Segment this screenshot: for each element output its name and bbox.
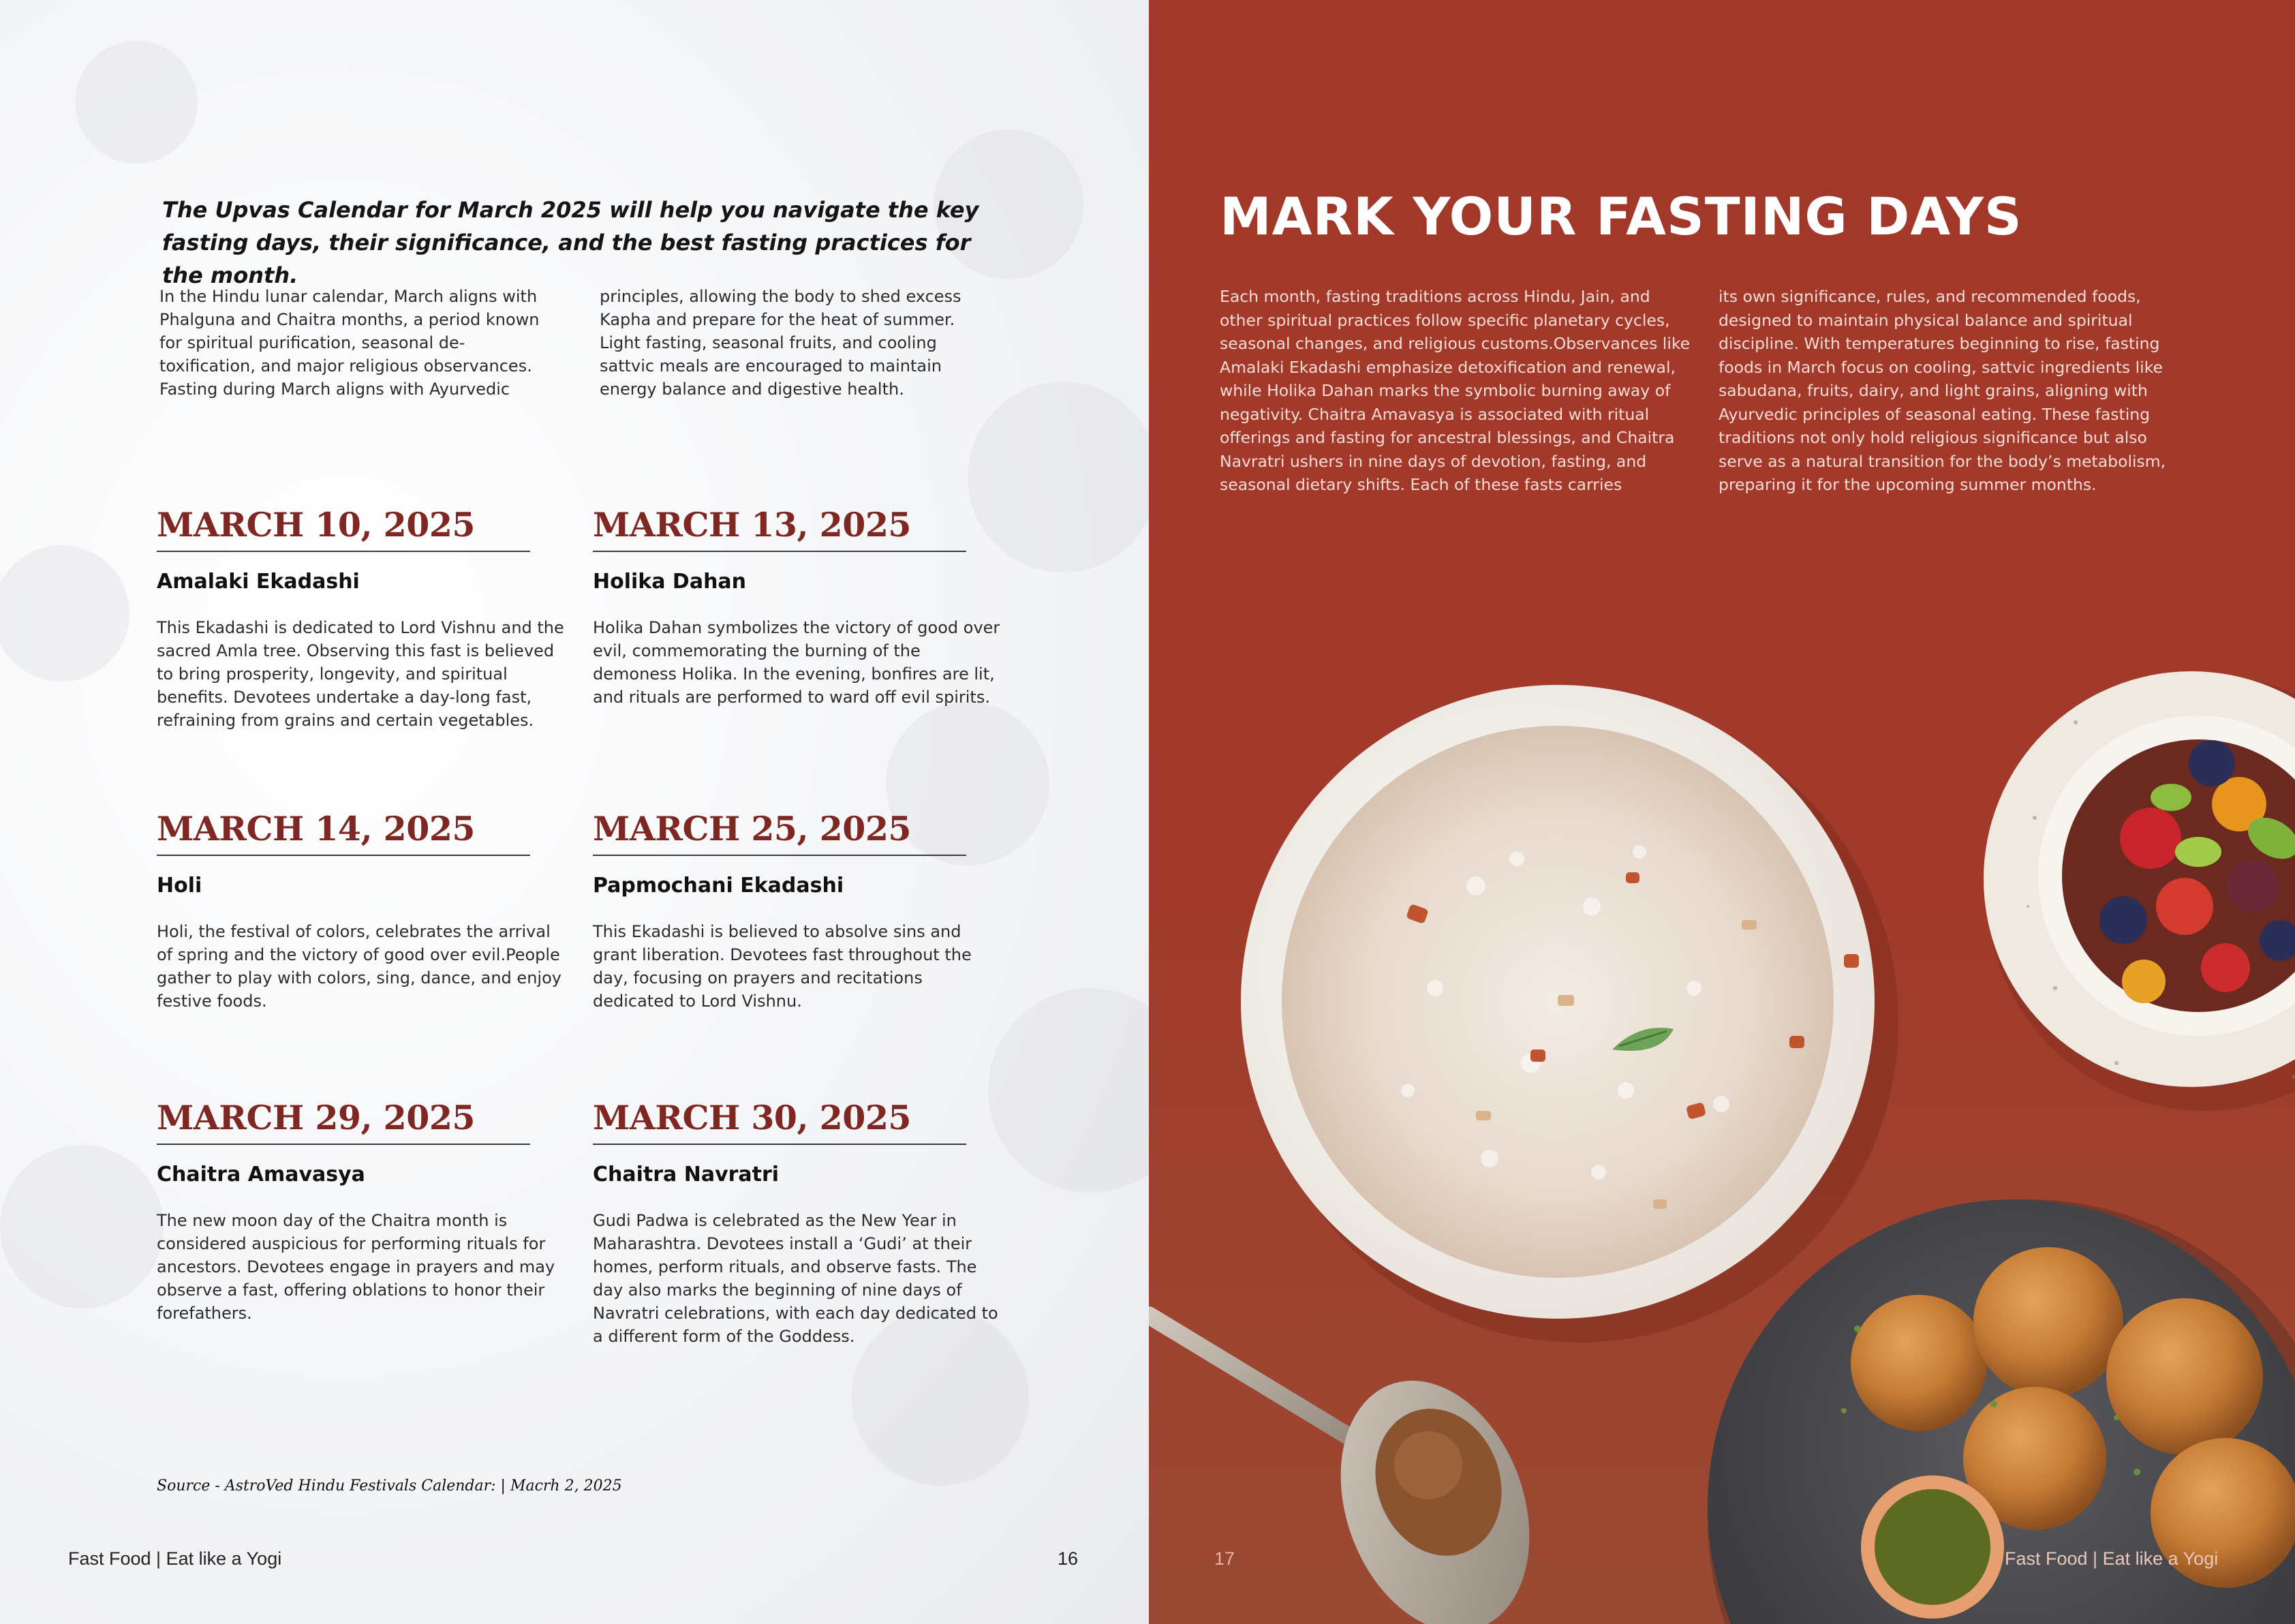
chutney-bowl xyxy=(1861,1475,2004,1619)
spoon xyxy=(1149,1315,1562,1624)
event-name: Holi xyxy=(157,874,202,898)
event-name: Chaitra Navratri xyxy=(593,1163,780,1186)
page-headline: MARK YOUR FASTING DAYS xyxy=(1220,186,2022,247)
event-name: Amalaki Ekadashi xyxy=(157,570,360,594)
event-name: Papmochani Ekadashi xyxy=(593,874,844,898)
event-chaitra-amavasya xyxy=(157,1097,579,1325)
event-holi xyxy=(157,808,579,1013)
event-name: Chaitra Amavasya xyxy=(157,1163,365,1186)
event-date: MARCH 29, 2025 xyxy=(157,1097,530,1145)
event-chaitra-navratri xyxy=(593,1097,1015,1348)
event-description: Holika Dahan symbolizes the victory of good over evil, commemorating the burning of the demoness Holika. In the evening, bonfires are lit, and rituals are performed to ward off evil spirits. xyxy=(593,618,1000,707)
event-date: MARCH 10, 2025 xyxy=(157,504,530,552)
event-description: Holi, the festival of colors, celebrates the arrival of spring and the victory of good over evil.People gather to play with colors, sing, dance, and enjoy festive foods. xyxy=(157,922,561,1011)
event-name: Holika Dahan xyxy=(593,570,747,594)
event-date: MARCH 30, 2025 xyxy=(593,1097,966,1145)
right-page xyxy=(1149,0,2295,1624)
intro-column-1: In the Hindu lunar calendar, March aligns with Phalguna and Chaitra months, a period known for spiritual purification, seasonal de-toxification, and major religious observances. Fasting during March aligns with Ayurvedic xyxy=(159,287,540,399)
event-description: This Ekadashi is believed to absolve sins and grant liberation. Devotees fast throughout the day, focusing on prayers and recitations dedicated to Lord Vishnu. xyxy=(593,922,972,1011)
event-amalaki-ekadashi xyxy=(157,504,579,732)
page-number: 17 xyxy=(1214,1548,1235,1569)
event-papmochani-ekadashi xyxy=(593,808,1015,1013)
event-date: MARCH 13, 2025 xyxy=(593,504,966,552)
kheer-bowl xyxy=(1241,685,1898,1343)
right-column-2: its own significance, rules, and recommended foods, designed to maintain physical balance and spiritual discipline. With temperatures beginning to rise, fasting foods in March focus on cooling, sattvic ingredients like sabudana, fruits, dairy, and light grains, aligning with Ayurvedic principles of seasonal eating. These fasting traditions not only hold religious significance but also serve as a natural transition for the body’s metabolism, preparing it for the upcoming summer months. xyxy=(1719,287,2166,494)
intro-lead: The Upvas Calendar for March 2025 will help you navigate the key fasting days, their significance, and the best fasting practices for the month. xyxy=(162,197,979,288)
event-date: MARCH 14, 2025 xyxy=(157,808,530,856)
source-citation: Source - AstroVed Hindu Festivals Calendar: | Macrh 2, 2025 xyxy=(157,1477,622,1495)
event-description: Gudi Padwa is celebrated as the New Year in Maharashtra. Devotees install a ‘Gudi’ at their homes, perform rituals, and observe fasts. The day also marks the beginning of nine days of Navratri celebrations, with each day dedicated to a different form of the Goddess. xyxy=(593,1211,998,1346)
event-holika-dahan xyxy=(593,504,1015,709)
event-date: MARCH 25, 2025 xyxy=(593,808,966,856)
fruit-bowl xyxy=(1984,671,2295,1111)
intro-column-2: principles, allowing the body to shed excess Kapha and prepare for the heat of summer. Light fasting, seasonal fruits, and cooling sattvic meals are encouraged to maintain energy balance and digestive health. xyxy=(600,287,961,399)
event-description: This Ekadashi is dedicated to Lord Vishnu and the sacred Amla tree. Observing this fast is believed to bring prosperity, longevity, and spiritual benefits. Devotees undertake a day-long fast, refraining from grains and certain vegetables. xyxy=(157,618,564,730)
event-description: The new moon day of the Chaitra month is considered auspicious for performing rituals for ancestors. Devotees engage in prayers and may observe a fast, offering oblations to honor their forefathers. xyxy=(157,1211,555,1323)
food-photo xyxy=(1149,0,2295,1624)
right-column-1: Each month, fasting traditions across Hindu, Jain, and other spiritual practices follow specific planetary cycles, seasonal changes, and religious customs.Observances like Amalaki Ekadashi emphasize detoxification and renewal, while Holika Dahan marks the symbolic burning away of negativity. Chaitra Amavasya is associated with ritual offerings and fasting for ancestral blessings, and Chaitra Navratri ushers in nine days of devotion, fasting, and seasonal dietary shifts. Each of these fasts carries xyxy=(1220,287,1691,494)
footer-title: Fast Food | Eat like a Yogi xyxy=(68,1548,282,1569)
footer-title: Fast Food | Eat like a Yogi xyxy=(2005,1548,2219,1569)
page-number: 16 xyxy=(1058,1548,1079,1569)
